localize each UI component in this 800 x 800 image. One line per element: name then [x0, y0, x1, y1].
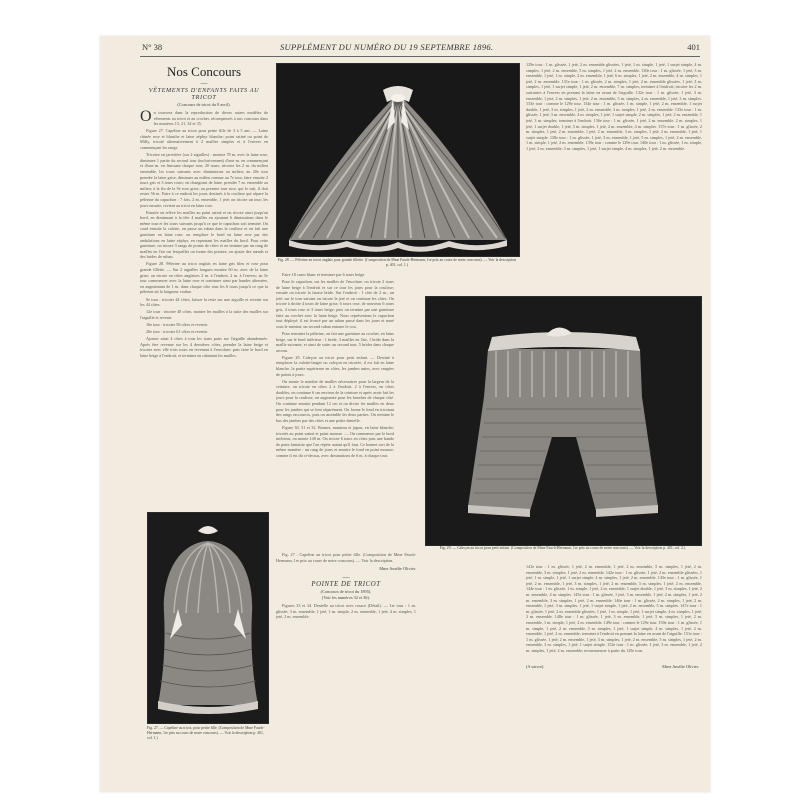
paragraph: Pour terminer la pélerine, on fait une garniture au crochet, en laine beige, sur le bord inférieur : 1 bride, 3 mailles en l'air, 1 bride dans la maille suivante, et ainsi de suite; au second tour, 5 brides dans chaque arceau.: [276, 330, 394, 353]
paragraph: Ajouter ainsi 4 côtes à tous les tours pairs sur l'aiguille abandonnée. Après être revenue sur les 4 dernières côtes, prendre la laine beige et tricoter avec elle trois tours en revenant à l'encolure; puis faire le bord en laine beige à l'endroit, et terminer en rabattant les mailles.: [140, 336, 268, 358]
section-title: Nos Concours: [166, 64, 242, 79]
figure-27-caption: Fig. 27. — Capeline au tricot, pour petite fille. (Composition de Mme Fauch-Hermann, 1re prix au cours de notre concours). — Voir la description p. 401, col. 1.): [147, 726, 265, 740]
paragraph: On monte le nombre de mailles nécessaires pour la largeur de la ceinture, on tricote en côtes 2 à l'endroit, 2 à l'envers, en côtes doubles; on continue 6 cm environ de la ceinture et après avoir fait les jours pour la coulisse, on augmente pour les hanches de chaque côté. On continue ensuite pendant 12 cm et on divise les mailles en deux pour les jambes qui se font séparément. On forme le fond en tricotant des rangs raccourcis, puis on assemble les deux parties. On termine le bas des jambes par des côtes et une petite dentelle.: [276, 378, 394, 423]
page-number: 401: [687, 42, 700, 52]
figure-28-caption: Fig. 28. — Pélerine au tricot anglais pour grande fillette. (Composition de Mme Fauch-Hermann, 1re prix au cours de notre concours). — Voir la description p. 401, col. 1.): [277, 258, 517, 267]
section-subtitle: VÊTEMENTS D'ENFANTS FAITS AU TRICOT: [148, 87, 260, 101]
paragraph: 9e tour : tricoter 44 côtes, laisser la reste sur une aiguille et revenir sur les 44 côtes.: [140, 296, 268, 308]
issue-number: N° 38: [142, 42, 163, 52]
paragraph: 16e tour : tricoter 56 côtes et revenir.: [146, 321, 208, 327]
figure-29-caption: Fig. 29. — Caleçon au tricot pour petit enfant. (Composition de Mme Fauch-Hermann, 1re prix au cours de notre concours). — Voir la description p. 401, col. 2.): [439, 546, 686, 550]
paragraph: Figure 27. Capeline au tricot pour petite fille de 3 à 5 ans. — Laine chinée rose et blanche et laine zéphyr blanche; point satiné ou point de Milly, tricoté alternativement à 2 mailles simples et à l'envers en commençant les rangs.: [140, 128, 268, 151]
paragraph: Faire 18 cases blanc et terminer par 6 tours beige.: [282, 272, 366, 277]
figure-29-calecon-image: [425, 296, 702, 546]
section2-contest: (Concours de tricot du 1895).: [320, 589, 372, 595]
left-column: [140, 62, 268, 547]
author-signature: Mme Amélie Olivier.: [379, 566, 416, 572]
header-rule: [140, 56, 700, 57]
drop-cap: O: [140, 108, 152, 125]
paragraph: 20e tour : tricoter 61 côtes et revenir.: [146, 328, 208, 334]
right-column-bottom: [526, 564, 702, 786]
paragraph: Figures 33 et 34. Dentelle au tricot avec rosace (Détail). — 1er tour : 1 m. glissée, 3 m. ensemble, 1 jeté, 1 m. simple, 2 m. ensemble, 1 jeté, 4 m. simples, 1 jeté, 2 m. ensemble.: [276, 603, 416, 620]
section-ornament: —: [342, 573, 350, 582]
contest-line: (Concours de tricot du 8 avril).: [177, 102, 231, 107]
intro-paragraph: n trouvera dans la reproduction de divers autres modèles de vêtements au tricot et au crochet, récompensés à nos concours dans les numéros 15, 21, 34 et 35.: [153, 110, 268, 127]
knitting-instructions: 129e tour : 1 m. glissée, 1 jeté, 2 m. ensemble glissées, 1 jeté, 1 m. simple, 1 jeté, 1 surjet simple, 4 m. simples, 1 jeté, 2 m. ensemble, 5 m. simples, 1 jeté, 2 m. ensemble. 130e tour : 1 m. glissée, 1 jeté, 3 m. ensemble, 1 jeté, 1 m. simple, 2 m. ensemble, 1 jeté, 6 m. simples, 1 jeté, 2 m. ensemble, 4 m. simples, 1 jeté, 2 m. ensemble. 131e tour : 1 m. glissée, 2 m. simples, 1 jeté, 2 m. ensemble glissées, 1 jeté, 3 m. simples, 1 jeté, 1 surjet simple, 1 jeté, 2 m. ensemble, 7 m. simples; terminer à l'endroit; tricoter les 2 m. suivantes à l'envers en prenant la laine en avant de l'aiguille. 132e tour : 1 m. glissée, 1 jeté, 3 m. ensemble, 1 jeté, 2 m. simples, 1 jeté, 2 m. ensemble, 5 m. simples, 2 m. ensemble, 1 jeté, 3 m. simples. 133e tour : comme le 129e tour. 134e tour : 1 m. glissée, 1 m. simple, 1 jeté, 2 m. ensemble, 1 surjet double, 1 jeté, 3 m. simples, 1 jeté, 2 m. ensemble, 3 m. simples, 1 jeté, 2 m. ensemble. 135e tour : 1 m. glissée, 1 jeté, 3 m. ensemble, 4 m. simples, 1 jeté, 1 surjet simple, 2 m. simples, 1 jeté, 2 m. ensemble, 1 jeté, 3 m. simples; terminer à l'endroit. 136e tour : 1 m. glissée, 1 jeté, 2 m. ensemble, 2 m. simples, 1 jeté, 1 surjet double, 1 jeté, 5 m. simples, 1 jeté, 2 m. ensemble, 4 m. simples. 137e tour : 1 m. glissée, 2 m. simples, 1 jeté, 2 m. ensemble, 1 jeté, 2 m. ensemble, 3 m. simples, 1 jeté, 2 m. ensemble, 1 jeté, 1 surjet simple. 138e tour : 1 m. glissée, 1 jeté, 3 m. ensemble, 1 jeté, 5 m. simples, 1 jeté, 2 m. ensemble, 1 m. simple, 1 jeté, 2 m. ensemble. 139e tour : comme le 129e tour. 140e tour : 1 m. glissée, 1 m. simple, 1 jeté, 2 m. ensemble, 3 m. simples, 1 jeté, 1 surjet simple, 4 m. simples, 1 jeté, 2 m. ensemble.: [526, 62, 702, 151]
middle-column: [276, 272, 394, 542]
paragraph: Fig. 27 : Capeline au tricot pour petite fille. (Composition de Mme Fauch-Hermann, 1re prix au cours de notre concours). — Voir la description.: [276, 552, 416, 563]
section2-note: (Voir les numéros 32 et 36).: [322, 595, 370, 601]
paragraph: 12e tour : tricoter 48 côtes, monter les mailles à la suite des mailles sur l'aiguille et revenir.: [140, 309, 268, 320]
section2-title: POINTE DE TRICOT: [311, 581, 381, 589]
title-ornament: —: [200, 79, 208, 87]
figure-27-capeline-image: [147, 512, 269, 724]
middle-lower-column: [276, 552, 416, 782]
paragraph: Figure 29. Caleçon au tricot pour petit enfant. — Destiné à remplacer la culotte-langer ou caleçon en tricotée, il est fait en laine blanche, la partie supérieure en côtes, les jambes unies, avec rangées de points à jours.: [276, 354, 394, 377]
paragraph: Pour le capuchon, sur les mailles de l'encolure, on tricote 2 tours de laine beige à l'endroit et sur ce tour les jours pour la coulisse; ensuite on tricote la fausse bride. Sur l'endroit : 1 côte de 2 m., un jeté; sur le tour suivant on tricote le jeté et on continue les côtes. On tricote à droite 4 tours de laine grise, 6 tours rose, de nouveau 6 tours gris, 4 tours rose et 3 tours beige; puis on termine par une garniture faite au crochet avec la laine beige. Nous représentons le capuchon tout déployé; il est froncé par un ruban passé dans les jours et noué sous le menton; un second ruban entoure le cou.: [276, 279, 394, 329]
figure-28-pelerine-image: [276, 63, 520, 257]
knitting-instructions: 141e tour : 1 m. glissée, 1 jeté, 2 m. ensemble, 1 jeté, 2 m. ensemble, 5 m. simples, 1 jeté, 2 m. ensemble, 3 m. simples, 1 jeté, 2 m. ensemble. 142e tour : 1 m. glissée, 1 jeté, 2 m. ensemble glissées, 1 jeté, 1 m. simple, 1 jeté, 1 surjet simple, 4 m. simples, 1 jeté, 2 m. ensemble. 143e tour : 1 m. glissée, 1 jeté, 2 m. ensemble, 1 jeté, 3 m. simples, 1 jeté, 2 m. ensemble, 5 m. simples, 1 jeté, 2 m. ensemble. 144e tour : 1 m. glissée, 1 m. simple, 1 jeté, 2 m. ensemble, 1 surjet double, 1 jeté, 3 m. simples, 1 jeté, 2 m. ensemble, 4 m. simples. 145e tour : 1 m. glissée, 1 jeté, 3 m. ensemble, 1 jeté, 2 m. simples, 1 jeté, 2 m. ensemble, 3 m. simples, 1 jeté, 2 m. ensemble. 146e tour : 1 m. glissée, 2 m. simples, 1 jeté, 2 m. ensemble, 1 jeté, 3 m. simples, 1 jeté, 1 surjet simple, 1 jeté, 2 m. ensemble, 5 m. simples. 147e tour : 1 m. glissée, 1 jeté, 2 m. ensemble glissées, 1 jeté, 1 m. simple, 1 jeté, 1 surjet simple, 4 m. simples, 1 jeté, 2 m. ensemble. 148e tour : 1 m. glissée, 1 jeté, 3 m. ensemble, 1 jeté, 5 m. simples, 1 jeté, 2 m. ensemble, 1 m. simple, 1 jeté, 2 m. ensemble. 149e tour : comme le 129e tour. 150e tour : 1 m. glissée, 1 m. simple, 1 jeté, 2 m. ensemble, 3 m. simples, 1 jeté, 1 surjet simple, 4 m. simples, 1 jeté, 2 m. ensemble, 1 jeté, 2 m. ensemble; terminer à l'endroit en prenant la laine en avant de l'aiguille. 151e tour : 1 m. glissée, 1 jeté, 2 m. ensemble, 1 jeté, 3 m. simples, 1 jeté, 2 m. ensemble, 5 m. simples, 1 jeté, 2 m. ensemble, 3 m. simples, 1 jeté, 1 surjet simple. 152e tour : 1 m. glissée, 1 jeté, 3 m. ensemble, 1 jeté, 2 m. simples, 1 jeté, 2 m. ensemble; recommencer à partir du 129e tour.: [526, 564, 702, 653]
to-be-continued: (A suivre).: [526, 664, 545, 669]
paragraph: Tricotez en jarretière (sur 2 aiguilles) : montez 78 m. avec la laine rose, diminuez 1 partie du second tour (inclusivement) d'une m. en commençant et d'une m. en finissant chaque tour, 20 tours; tricotez les 2 m. du milieu ensemble, les tours suivants avec diminutions au milieu; au 20e tour prendre la laine grise, diminuer au milieu comme au 7e tour, faire ensuite 2 tours gris et 3 tours roses; en changeant de laine, prendre 7 m. ensemble au milieu; à la fin de la 9e rose grise, au premier tour rose, qui le suit, il doit rester 56 m. Faire à ce endroit les jours destinés à la coulisse qui sépare la pélerine du capuchon : 7 fois, 2 m. ensemble, 1 jeté; on tricote un tour; les jours ensuite, revient au tricot en laine rose.: [140, 152, 268, 208]
newspaper-page: [100, 36, 710, 792]
supplement-title: SUPPLÉMENT DU NUMÉRO DU 19 SEPTEMBRE 1896.: [280, 42, 494, 52]
end-signature: Mme Amélie Olivier.: [662, 664, 699, 669]
paragraph: Figure 28. Pélerine au tricot anglais en laine gris bleu et rose pour grande fillette. — Sur 2 aiguilles longues montez 60 m. avec de la laine grise; on tricote en côtes anglaises 2 m. à l'endroit, 2 m. à l'envers; au 5e tour commencer avec la laine rose et continuer ainsi par bandes alternées, en augmentant de 1 m. dans chaque côte tous les 6 tours jusqu'à ce que la pélerine ait la longueur voulue.: [140, 261, 268, 295]
paragraph: Ensuite on relève les mailles au point satiné et on tricote ainsi jusqu'au bord, en diminuant à la tête 4 mailles en ajoutant 6 diminutions dans le même tour et les tours suivants jusqu'à ce que le capuchon soit terminé. On coud ensuite la calotte, on passe un ruban dans la coulisse et on fait une garniture en laine rose; on remplace le bord en laine rose par des ondulations en laine zéphyr, en reprenant les mailles du bord. Pour cette garniture, on tricote 3 rangs de points de côtes et on termine par un rang de mailles en l'air sur lesquelles on forme des pointes; on ajoute des nœuds et des brides de ruban.: [140, 209, 268, 260]
right-column-top: [526, 62, 702, 290]
paragraph: Figure 30, 31 et 32. Bonnet, manteau et jupon, en laine blanche, tricotés au point satiné et point mousse. — On commence par le bord inférieur, on monte 140 m. On tricote 6 tours en côtes puis une bande de point fantaisie que l'on répète autant qu'il faut. Ce bonnet sort de la même manière : un rang de jours et ensuite le fond en point mousse, comme il est dit ci-dessus, avec diminutions de 6 m. à chaque tour.: [276, 424, 394, 458]
